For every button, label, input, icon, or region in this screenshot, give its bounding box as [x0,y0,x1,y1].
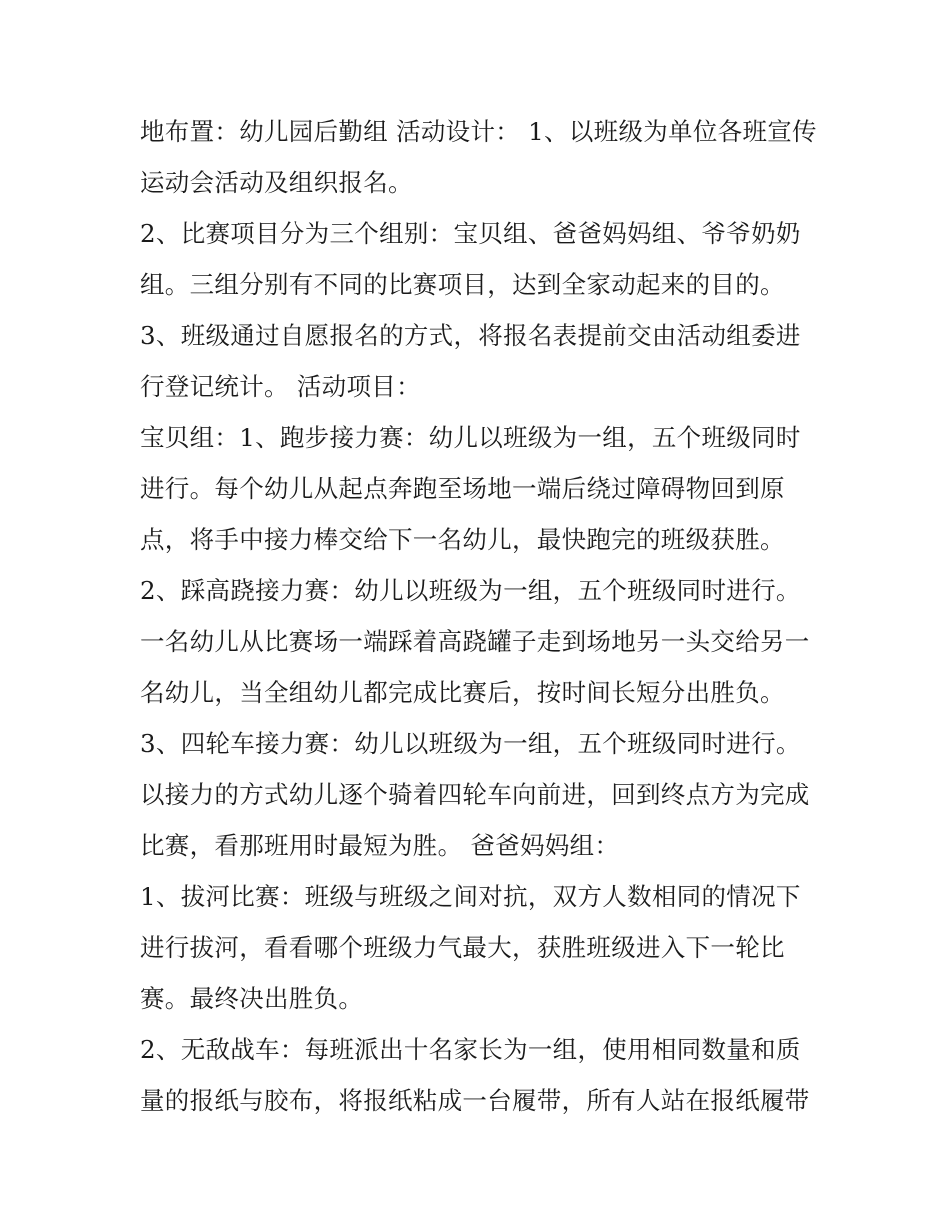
text-line: 运动会活动及组织报名。 [140,168,413,197]
text-line: 1、拔河比赛：班级与班级之间对抗，双方人数相同的情况下 [140,882,801,911]
text-line: 进行拔河，看看哪个班级力气最大，获胜班级进入下一轮比 [140,933,785,962]
text-line: 组。三组分别有不同的比赛项目，达到全家动起来的目的。 [140,270,785,299]
text-line: 名幼儿，当全组幼儿都完成比赛后，按时间长短分出胜负。 [140,678,785,707]
text-line: 量的报纸与胶布，将报纸粘成一台履带，所有人站在报纸履带 [140,1086,810,1115]
text-line: 2、踩高跷接力赛：幼儿以班级为一组，五个班级同时进行。 [140,576,801,605]
document-body [140,106,820,1126]
text-line: 宝贝组：1、跑步接力赛：幼儿以班级为一组，五个班级同时 [140,423,801,452]
text-line: 行登记统计。 活动项目： [140,372,421,401]
text-line: 进行。每个幼儿从起点奔跑至场地一端后绕过障碍物回到原 [140,474,785,503]
text-line: 地布置：幼儿园后勤组 活动设计： 1、以班级为单位各班宣传 [140,117,817,146]
text-line: 3、班级通过自愿报名的方式，将报名表提前交由活动组委进 [140,321,801,350]
text-line: 2、无敌战车：每班派出十名家长为一组，使用相同数量和质 [140,1035,801,1064]
text-line: 点，将手中接力棒交给下一名幼儿，最快跑完的班级获胜。 [140,525,785,554]
text-line: 赛。最终决出胜负。 [140,984,364,1013]
text-line: 比赛，看那班用时最短为胜。 爸爸妈妈组： [140,831,620,860]
text-line: 以接力的方式幼儿逐个骑着四轮车向前进，回到终点方为完成 [140,780,810,809]
text-line: 一名幼儿从比赛场一端踩着高跷罐子走到场地另一头交给另一 [140,627,810,656]
text-line: 2、比赛项目分为三个组别：宝贝组、爸爸妈妈组、爷爷奶奶 [140,219,801,248]
text-line: 3、四轮车接力赛：幼儿以班级为一组，五个班级同时进行。 [140,729,801,758]
